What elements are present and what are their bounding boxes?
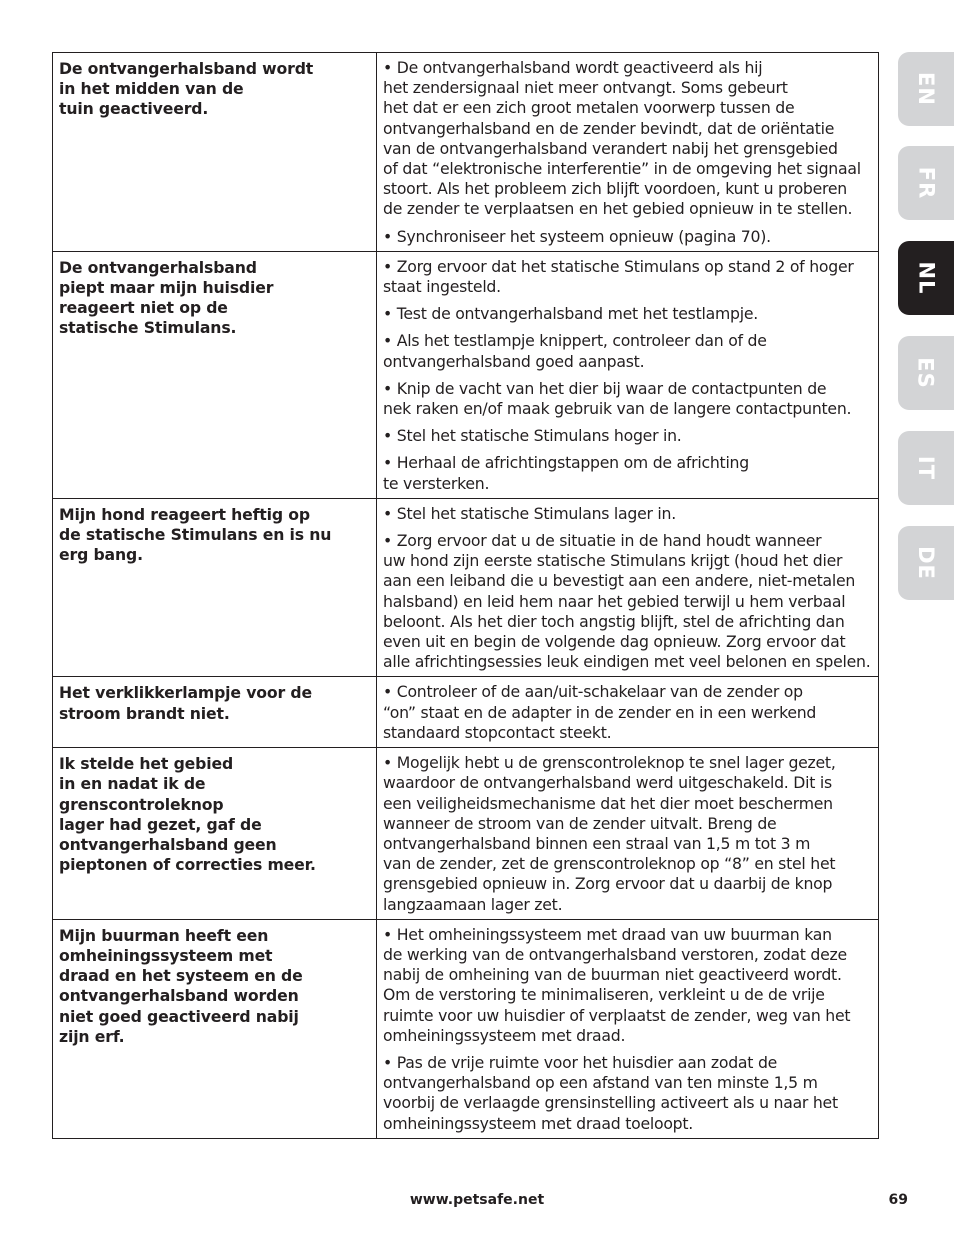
problem-text: Mijn buurman heeft een omheiningssysteem met draad en het systeem en de ontvangerhalsband worden niet goed geactiveerd nabij zijn erf. [59, 925, 303, 1046]
problem-text: Mijn hond reageert heftig op de statische Stimulans en is nu erg bang. [59, 504, 332, 565]
lang-tab-en[interactable] [898, 52, 954, 126]
table-row [53, 498, 879, 677]
solution-item: • Mogelijk hebt u de grenscontroleknop te snel lager gezet, waardoor de ontvangerhalsband werd uitgeschakeld. Dit is een veiligheidsmechanisme dat het dier moet beschermen wanneer de stroom van de zender uitvalt. Breng de ontvangerhalsband binnen een straal van 1,5 m tot 3 m van de zender, zet de grenscontroleknop op “8” en stel het grensgebied opnieuw in. Zorg ervoor dat u daarbij de knop langzaamaan lager zet. [383, 753, 836, 914]
lang-tab-label: ES [913, 357, 938, 389]
footer-url[interactable]: www.petsafe.net [409, 1192, 545, 1208]
page-number: 69 [888, 1192, 908, 1208]
solution-item: • Pas de vrije ruimte voor het huisdier aan zodat de ontvangerhalsband op een afstand van ten minste 1,5 m voorbij de verlaagde grensinstelling activeert als u naar het omheiningssysteem met draad toeloopt. [383, 1052, 838, 1133]
solution-cell [377, 748, 879, 920]
solution-item: • Stel het statische Stimulans lager in. [383, 503, 676, 523]
problem-text: De ontvangerhalsband piept maar mijn huisdier reageert niet op de statische Stimulans. [59, 257, 274, 338]
problem-cell [53, 251, 377, 498]
solution-item: • Zorg ervoor dat het statische Stimulans op stand 2 of hoger staat ingesteld. [383, 256, 854, 297]
lang-tab-es[interactable] [898, 336, 954, 410]
solution-item: • De ontvangerhalsband wordt geactiveerd als hij het zendersignaal niet meer ontvangt. Soms gebeurt het dat er een zich groot metalen voorwerp tussen de ontvangerhalsband en de zender bevindt, dat de oriëntatie van de ontvangerhalsband verandert nabij het grensgebied of dat “elektronische interferentie” in de omgeving het signaal stoort. Als het probleem zich blijft voordoen, kunt u proberen de zender te verplaatsen en het gebied opnieuw in te stellen. [383, 58, 861, 219]
solution-cell [377, 677, 879, 748]
table-row [53, 677, 879, 748]
lang-tab-fr[interactable] [898, 146, 954, 220]
solution-item: • Knip de vacht van het dier bij waar de contactpunten de nek raken en/of maak gebruik van de langere contactpunten. [383, 378, 852, 419]
lang-tab-label: EN [913, 72, 938, 106]
solution-item: • Zorg ervoor dat u de situatie in de hand houdt wanneer uw hond zijn eerste statische Stimulans krijgt (houd het dier aan een leiband die u bevestigt aan een andere, niet-metalen halsband) en leid hem naar het gebied terwijl u hem verbaal beloont. Als het dier toch angstig blijft, stel de africhting dan even uit en begin de volgende dag opnieuw. Zorg ervoor dat alle africhtingsessies leuk eindigen met veel belonen en spelen. [383, 531, 871, 672]
lang-tab-it[interactable] [898, 431, 954, 505]
lang-tab-label: DE [914, 546, 938, 580]
solution-cell [377, 251, 879, 498]
solution-item: • Test de ontvangerhalsband met het testlampje. [383, 304, 758, 324]
lang-tab-label: FR [913, 166, 938, 200]
table-row [53, 748, 879, 920]
solution-cell [377, 53, 879, 252]
lang-tab-de[interactable] [898, 526, 954, 600]
problem-cell [53, 919, 377, 1138]
lang-tab-label: IT [913, 455, 938, 481]
solution-item: • Controleer of de aan/uit-schakelaar van de zender op “on” staat en de adapter in de zender en in een werkend standaard stopcontact steekt. [383, 682, 817, 742]
solution-item: • Herhaal de africhtingstappen om de africhting te versterken. [383, 453, 749, 493]
solution-item: • Synchroniseer het systeem opnieuw (pagina 70). [383, 226, 771, 246]
lang-tab-nl[interactable] [898, 241, 954, 315]
problem-cell [53, 677, 377, 748]
problem-cell [53, 53, 377, 252]
problem-text: Het verklikkerlampje voor de stroom brandt niet. [59, 683, 313, 723]
table-row [53, 53, 879, 252]
lang-tab-label: NL [914, 261, 938, 295]
solution-cell [377, 919, 879, 1138]
problem-text: De ontvangerhalsband wordt in het midden van de tuin geactiveerd. [59, 59, 314, 119]
table-row [53, 919, 879, 1138]
table-row [53, 251, 879, 498]
problem-text: Ik stelde het gebied in en nadat ik de grenscontroleknop lager had gezet, gaf de ontvangerhalsband geen pieptonen of correcties meer. [59, 754, 316, 875]
problem-cell [53, 498, 377, 677]
solution-cell [377, 498, 879, 677]
solution-item: • Als het testlampje knippert, controleer dan of de ontvangerhalsband goed aanpast. [383, 331, 767, 371]
solution-item: • Het omheiningssysteem met draad van uw buurman kan de werking van de ontvangerhalsband verstoren, zodat deze nabij de omheining van de buurman niet geactiveerd wordt. Om de verstoring te minimaliseren, verkleint u de de vrije ruimte voor uw huisdier of verplaatst de zender, weg van het omheiningssysteem met draad. [383, 924, 851, 1045]
solution-item: • Stel het statische Stimulans hoger in. [383, 426, 682, 446]
troubleshooting-table [52, 52, 879, 1139]
problem-cell [53, 748, 377, 920]
